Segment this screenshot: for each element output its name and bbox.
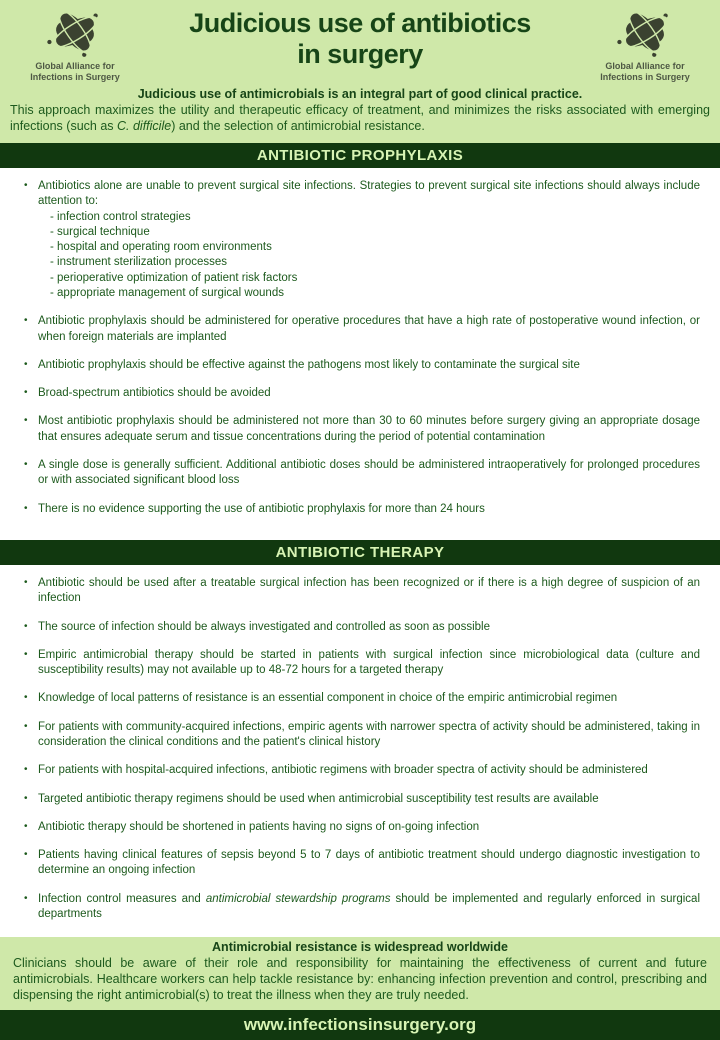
section-title: ANTIBIOTIC THERAPY xyxy=(275,544,445,561)
bullet-text: • A single dose is generally sufficient. Additional antibiotic doses should be administered intraoperatively for prolonged procedures or with associated significant blood loss xyxy=(38,458,700,487)
footer-url: www.infectionsinsurgery.org xyxy=(243,1015,477,1034)
logo-caption xyxy=(600,61,690,84)
bullet-text: • Antibiotics alone are unable to prevent surgical site infections. Strategies to prevent surgical site infections should always include attention to: xyxy=(38,180,700,208)
bullet-item xyxy=(22,458,700,489)
bullet-list xyxy=(22,576,700,922)
bullet-text: • Antibiotic should be used after a treatable surgical infection has been recognized or if there is a high degree of suspicion of an infection xyxy=(38,577,700,605)
section-banner-therapy xyxy=(0,540,720,565)
resistance-note-body: Clinicians should be aware of their role and responsibility for maintaining the effectiveness of current and future antimicrobials. Healthcare workers can help tackle resistance by: enhancing infection prevention and control, prescribing and dispensing the right antimicrobial(s) to treat the illness when they are truly needed. xyxy=(13,956,707,1002)
bullet-text: • Patients having clinical features of sepsis beyond 5 to 7 days of antibiotic treatment should undergo diagnostic investigation to determine an ongoing infection xyxy=(38,849,700,877)
intro-paragraph: This approach maximizes the utility and therapeutic efficacy of treatment, and minimizes the risks associated with emerging infections (such as C. difficile) and the selection of antimicrobial resistance. xyxy=(10,103,710,133)
sub-item: - hospital and operating room environments xyxy=(50,241,272,254)
bullet-item xyxy=(22,892,700,923)
bullet-text: • There is no evidence supporting the use of antibiotic prophylaxis for more than 24 hours xyxy=(38,502,485,515)
bullet-item xyxy=(22,792,700,807)
section-body-therapy xyxy=(0,565,720,937)
bullet-text: • Infection control measures and antimicrobial stewardship programs should be implemented and regularly enforced in surgical departments xyxy=(38,892,700,920)
bullet-text: • Empiric antimicrobial therapy should be started in patients with surgical infection since microbiological data (culture and susceptibility results) may not available up to 48-72 hours for a targeted therapy xyxy=(38,648,700,677)
bullet-text: • For patients with hospital-acquired infections, antibiotic regimens with broader spectra of activity should be administered xyxy=(38,764,648,777)
bullet-item xyxy=(22,314,700,345)
intro-highlight: Judicious use of antimicrobials is an integral part of good clinical practice. xyxy=(137,87,583,101)
page-title-line1: Judicious use of antibiotics xyxy=(189,8,531,38)
bullet-item xyxy=(22,386,700,401)
footer xyxy=(0,1010,720,1040)
bullet-text: • Most antibiotic prophylaxis should be administered not more than 30 to 60 minutes before surgery giving an appropriate dosage that ensures adequate serum and tissue concentrations during the period of potential contamination xyxy=(38,415,700,443)
page-title xyxy=(150,8,570,70)
bullet-text: • Knowledge of local patterns of resistance is an essential component in choice of the empiric antimicrobial regimen xyxy=(38,692,618,705)
sub-item: - appropriate management of surgical wounds xyxy=(50,286,284,299)
sub-item: - instrument sterilization processes xyxy=(50,256,228,269)
bullet-item xyxy=(22,358,700,373)
global-alliance-logo-icon xyxy=(39,5,111,59)
logo-caption-line2: Infections in Surgery xyxy=(30,72,120,83)
logo-caption-line1: Global Alliance for xyxy=(605,61,685,71)
bullet-item xyxy=(22,648,700,679)
logo-right xyxy=(570,0,720,84)
bullet-item xyxy=(22,179,700,301)
logo-caption-line1: Global Alliance for xyxy=(35,61,115,71)
section-title: ANTIBIOTIC PROPHYLAXIS xyxy=(256,147,464,164)
header xyxy=(0,0,720,86)
title-block xyxy=(150,0,570,70)
bullet-text: • The source of infection should be always investigated and controlled as soon as possible xyxy=(38,620,490,633)
bullet-item xyxy=(22,763,700,778)
bullet-text: • Targeted antibiotic therapy regimens should be used when antimicrobial susceptibility test results are available xyxy=(38,792,599,805)
logo-caption-line2: Infections in Surgery xyxy=(600,72,690,83)
resistance-note xyxy=(0,937,720,1010)
bullet-list xyxy=(22,179,700,517)
bullet-item xyxy=(22,620,700,635)
page-title-line2: in surgery xyxy=(297,39,423,70)
bullet-text: • Antibiotic prophylaxis should be administered for operative procedures that have a high rate of postoperative wound infection, or when foreign materials are implanted xyxy=(38,315,700,343)
bullet-item xyxy=(22,576,700,607)
sub-item: - infection control strategies xyxy=(50,210,191,223)
sub-item: - perioperative optimization of patient risk factors xyxy=(50,271,298,284)
bullet-item xyxy=(22,691,700,706)
global-alliance-logo-icon xyxy=(609,5,681,59)
bullet-item xyxy=(22,414,700,445)
logo-caption xyxy=(30,61,120,84)
sub-item: - surgical technique xyxy=(50,225,150,238)
bullet-text: • Antibiotic prophylaxis should be effective against the pathogens most likely to contaminate the surgical site xyxy=(38,358,580,371)
bullet-item xyxy=(22,720,700,751)
section-banner-prophylaxis xyxy=(0,143,720,168)
intro-block xyxy=(0,86,720,143)
bullet-text: • Broad-spectrum antibiotics should be avoided xyxy=(38,387,271,400)
bullet-item xyxy=(22,820,700,835)
bullet-text: • Antibiotic therapy should be shortened in patients having no signs of on-going infection xyxy=(38,820,480,833)
bullet-item xyxy=(22,502,700,517)
section-body-prophylaxis xyxy=(0,168,720,540)
bullet-item xyxy=(22,848,700,879)
resistance-note-title: Antimicrobial resistance is widespread worldwide xyxy=(212,940,508,954)
bullet-text: • For patients with community-acquired infections, empiric agents with narrower spectra of activity should be administered, taking in consideration the clinical conditions and the patient's clinical history xyxy=(38,720,700,748)
sub-list xyxy=(50,210,700,302)
logo-left xyxy=(0,0,150,84)
